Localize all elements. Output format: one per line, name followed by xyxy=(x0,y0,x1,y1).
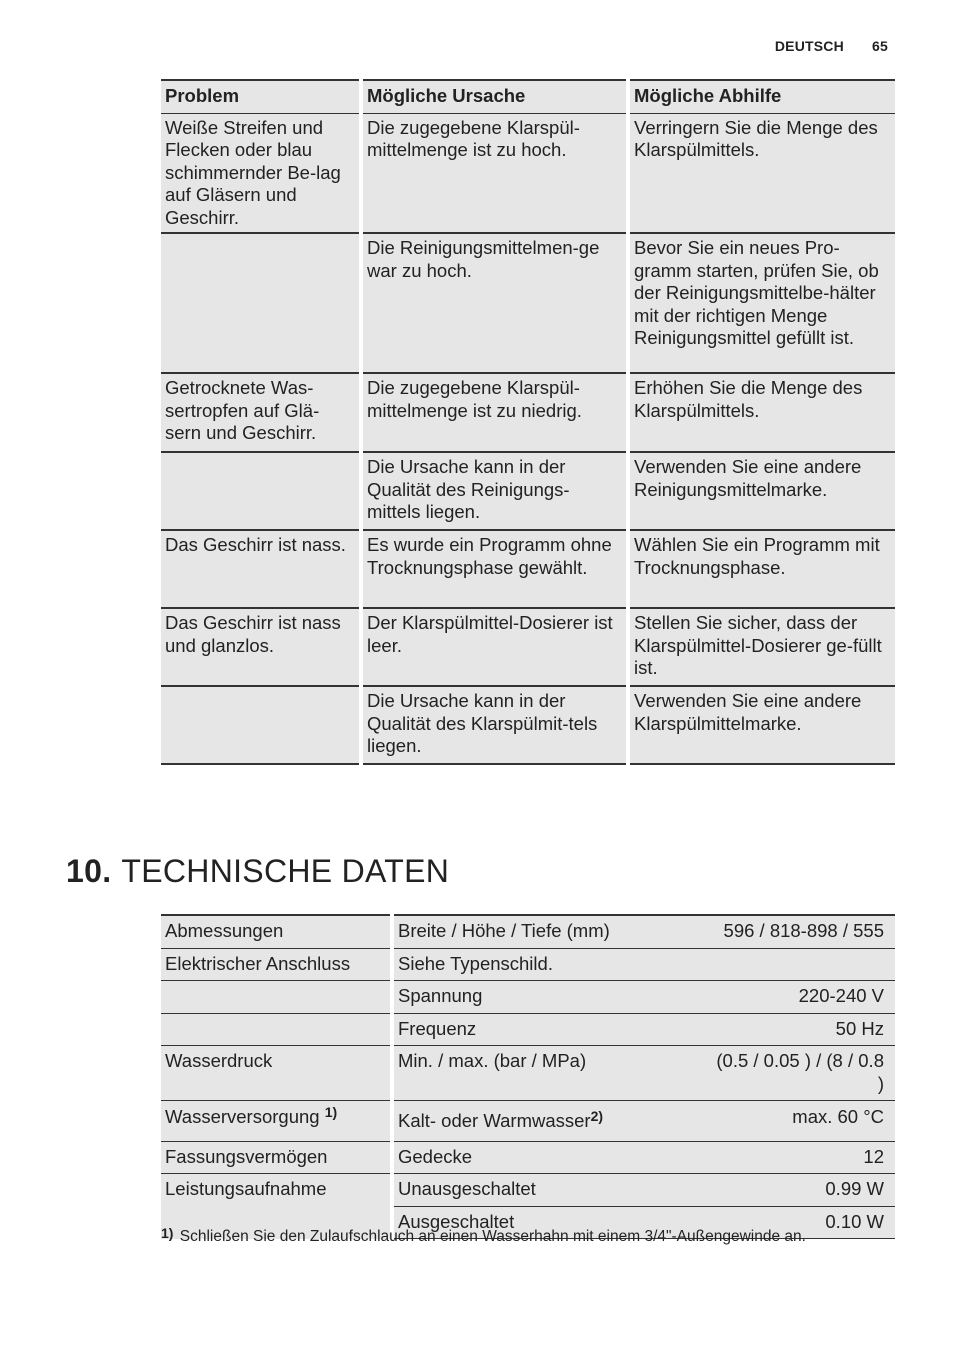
spec-description xyxy=(392,1101,702,1142)
remedy-cell: Verwenden Sie eine andere Reinigungsmittelmarke. xyxy=(628,452,895,530)
cause-cell: Die zugegebene Klarspül-mittelmenge ist zu niedrig. xyxy=(361,373,628,452)
spec-description: Frequenz xyxy=(392,1013,702,1046)
spec-value: 0.10 W xyxy=(702,1206,895,1239)
spec-label xyxy=(161,1013,392,1046)
spec-label xyxy=(161,1101,392,1142)
column-header: Mögliche Ursache xyxy=(361,80,628,113)
problem-cell xyxy=(161,233,361,373)
table-row xyxy=(161,113,895,233)
cause-cell: Die Ursache kann in der Qualität des Klarspülmit-tels liegen. xyxy=(361,686,628,764)
spec-description: Siehe Typenschild. xyxy=(392,948,702,981)
table-row xyxy=(161,1046,895,1101)
section-title-text: TECHNISCHE DATEN xyxy=(121,853,450,889)
remedy-cell: Wählen Sie ein Programm mit Trocknungsphase. xyxy=(628,530,895,608)
problem-cell: Das Geschirr ist nass und glanzlos. xyxy=(161,608,361,686)
page-number: 65 xyxy=(872,38,888,54)
table-row xyxy=(161,915,895,948)
cause-cell: Es wurde ein Programm ohne Trocknungsphase gewählt. xyxy=(361,530,628,608)
spec-value: (0.5 / 0.05 ) / (8 / 0.8 ) xyxy=(702,1046,895,1101)
table-row xyxy=(161,1013,895,1046)
footnote xyxy=(161,1223,891,1247)
cause-cell: Die Ursache kann in der Qualität des Reinigungs-mittels liegen. xyxy=(361,452,628,530)
problem-cell: Getrocknete Was-sertropfen auf Glä-sern und Geschirr. xyxy=(161,373,361,452)
table-row xyxy=(161,686,895,764)
header-section: DEUTSCH xyxy=(774,38,844,54)
spec-value: 50 Hz xyxy=(702,1013,895,1046)
problem-cell xyxy=(161,686,361,764)
spec-value: max. 60 °C xyxy=(702,1101,895,1142)
footnote-text: Schließen Sie den Zulaufschlauch an einen Wasserhahn mit einem 3/4"-Außengewinde an. xyxy=(179,1228,806,1245)
cause-cell: Die zugegebene Klarspül-mittelmenge ist zu hoch. xyxy=(361,113,628,233)
table-row xyxy=(161,948,895,981)
spec-label-text: Wasserversorgung xyxy=(165,1106,320,1127)
spec-label: Abmessungen xyxy=(161,915,392,948)
table-row xyxy=(161,981,895,1014)
footnote-ref: 2) xyxy=(590,1108,604,1124)
spec-value: 220-240 V xyxy=(702,981,895,1014)
footnote-ref: 1) xyxy=(324,1104,338,1120)
spec-value xyxy=(702,948,895,981)
spec-value: 0.99 W xyxy=(702,1174,895,1207)
table-row xyxy=(161,1174,895,1207)
remedy-cell: Verwenden Sie eine andere Klarspülmittelmarke. xyxy=(628,686,895,764)
section-title xyxy=(66,853,449,890)
spec-value: 12 xyxy=(702,1141,895,1174)
table-row xyxy=(161,373,895,452)
problem-cell xyxy=(161,452,361,530)
table-row xyxy=(161,1141,895,1174)
column-header: Mögliche Abhilfe xyxy=(628,80,895,113)
remedy-cell: Bevor Sie ein neues Pro-gramm starten, prüfen Sie, ob der Reinigungsmittelbe-hälter mit der richtigen Menge Reinigungsmittel gefüllt ist. xyxy=(628,233,895,373)
remedy-cell: Stellen Sie sicher, dass der Klarspülmittel-Dosierer ge-füllt ist. xyxy=(628,608,895,686)
page-header xyxy=(775,38,888,54)
remedy-cell: Erhöhen Sie die Menge des Klarspülmittels. xyxy=(628,373,895,452)
table-row xyxy=(161,233,895,373)
problem-cell: Das Geschirr ist nass. xyxy=(161,530,361,608)
spec-description: Ausgeschaltet xyxy=(392,1206,702,1239)
spec-description: Breite / Höhe / Tiefe (mm) xyxy=(392,915,702,948)
footnote-mark: 1) xyxy=(161,1225,174,1241)
table-row xyxy=(161,452,895,530)
spec-value: 596 / 818-898 / 555 xyxy=(702,915,895,948)
spec-description: Min. / max. (bar / MPa) xyxy=(392,1046,702,1101)
table-row xyxy=(161,530,895,608)
column-header: Problem xyxy=(161,80,361,113)
spec-label: Leistungsaufnahme xyxy=(161,1174,392,1239)
spec-label: Fassungsvermögen xyxy=(161,1141,392,1174)
problem-cell: Weiße Streifen und Flecken oder blau schimmernder Be-lag auf Gläsern und Geschirr. xyxy=(161,113,361,233)
troubleshooting-table xyxy=(161,79,895,765)
spec-description: Spannung xyxy=(392,981,702,1014)
table-row xyxy=(161,608,895,686)
spec-description-text: Kalt- oder Warmwasser xyxy=(398,1110,591,1131)
spec-description: Gedecke xyxy=(392,1141,702,1174)
spec-label: Wasserdruck xyxy=(161,1046,392,1101)
spec-description: Unausgeschaltet xyxy=(392,1174,702,1207)
table-header-row xyxy=(161,80,895,113)
cause-cell: Die Reinigungsmittelmen-ge war zu hoch. xyxy=(361,233,628,373)
spec-label: Elektrischer Anschluss xyxy=(161,948,392,981)
section-number: 10. xyxy=(66,853,112,889)
remedy-cell: Verringern Sie die Menge des Klarspülmittels. xyxy=(628,113,895,233)
cause-cell: Der Klarspülmittel-Dosierer ist leer. xyxy=(361,608,628,686)
spec-label xyxy=(161,981,392,1014)
table-row xyxy=(161,1101,895,1142)
technical-data-table xyxy=(161,914,895,1239)
